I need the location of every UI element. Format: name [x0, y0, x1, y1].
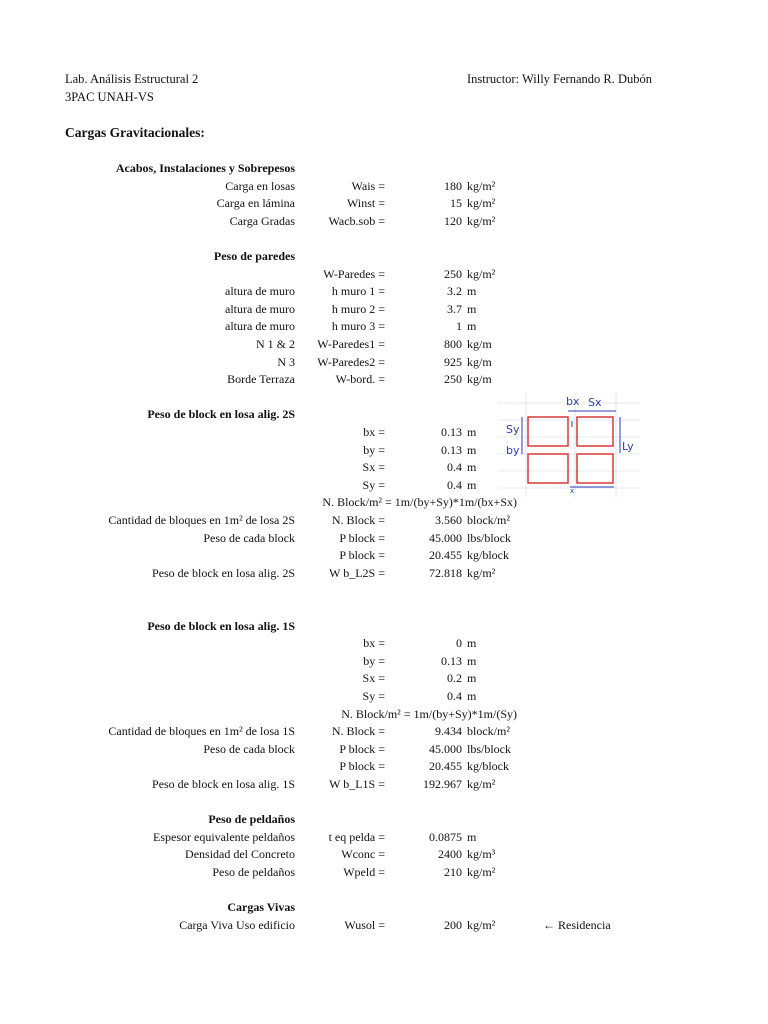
row-symbol: P block =	[339, 548, 385, 563]
row-label: Cantidad de bloques en 1m² de losa 2S	[108, 513, 295, 527]
row-symbol: by =	[363, 653, 385, 668]
row-unit: kg/m²	[467, 565, 496, 580]
diagram-label-by: by	[506, 444, 520, 457]
row-unit: m	[467, 284, 477, 299]
row-value: 20.455	[429, 759, 462, 774]
section-heading: Cargas Vivas	[227, 900, 295, 915]
row-value: 210	[444, 865, 462, 879]
row-value: 0.4	[447, 689, 462, 703]
row-symbol: bx =	[363, 636, 385, 651]
row-value: 3.7	[447, 301, 462, 316]
row-label: Espesor equivalente peldaños	[153, 829, 295, 844]
row-label: Peso de cada block	[203, 741, 295, 756]
row-label: Borde Terraza	[227, 372, 295, 387]
row-unit: m	[467, 460, 477, 475]
row-symbol: Wusol =	[344, 917, 385, 932]
row-label: Peso de block en losa alig. 2S	[152, 565, 295, 580]
row-label: Peso de peldaños	[212, 865, 295, 879]
row-unit: block/m²	[467, 724, 510, 739]
row-symbol: W b_L1S =	[329, 777, 385, 791]
row-unit: m	[467, 653, 477, 668]
row-unit: m	[467, 689, 477, 703]
diagram-label-sx: Sx	[588, 396, 602, 409]
row-symbol: N. Block =	[331, 724, 385, 739]
row-symbol: Wpeld =	[343, 865, 385, 879]
row-value: 0.2	[447, 671, 462, 686]
row-value: 192.967	[423, 777, 462, 791]
row-symbol: Sy =	[362, 689, 385, 703]
row-unit: m	[467, 425, 477, 439]
section-heading: Peso de peldaños	[208, 812, 295, 827]
row-symbol: W-Paredes1 =	[317, 337, 385, 351]
row-value: 15	[450, 196, 462, 211]
row-value: 3.560	[435, 513, 462, 527]
row-symbol: P block =	[339, 530, 385, 545]
row-label: Cantidad de bloques en 1m² de losa 1S	[108, 724, 295, 739]
row-value: 72.818	[429, 565, 462, 580]
header-period: 3PAC UNAH-VS	[65, 90, 154, 104]
row-label: altura de muro	[225, 301, 295, 316]
diagram-blocks	[528, 417, 613, 483]
formula-text: N. Block/m² = 1m/(by+Sy)*1m/(Sy)	[341, 706, 517, 721]
row-unit: kg/m²	[467, 178, 496, 193]
row-unit: kg/m²	[467, 917, 496, 932]
row-value: 250	[444, 266, 462, 281]
formula-text: N. Block/m² = 1m/(by+Sy)*1m/(bx+Sx)	[322, 495, 517, 510]
row-symbol: Wconc =	[341, 847, 385, 862]
row-unit: kg/m²	[467, 213, 496, 228]
row-unit: kg/m	[467, 337, 492, 351]
row-value: 0.13	[441, 442, 462, 457]
row-symbol: W-Paredes2 =	[317, 354, 385, 369]
row-unit: kg/m²	[467, 266, 496, 281]
row-value: 9.434	[435, 724, 462, 739]
row-label: Densidad del Concreto	[185, 847, 295, 862]
row-symbol: P block =	[339, 741, 385, 756]
row-unit: lbs/block	[467, 741, 511, 756]
row-value: 1	[456, 319, 462, 334]
row-unit: kg/m²	[467, 196, 496, 211]
row-symbol: Sx =	[362, 671, 385, 686]
row-value: 0.13	[441, 653, 462, 668]
row-label: Carga Viva Uso edificio	[179, 917, 295, 932]
row-unit: m	[467, 829, 477, 844]
row-unit: kg/m³	[467, 847, 496, 862]
row-value: 45.000	[429, 530, 462, 545]
row-unit: m	[467, 301, 477, 316]
row-label: altura de muro	[225, 319, 295, 334]
row-label: Peso de block en losa alig. 1S	[152, 777, 295, 791]
row-unit: m	[467, 477, 477, 492]
row-symbol: h muro 1 =	[331, 284, 385, 299]
row-symbol: N. Block =	[331, 513, 385, 527]
row-value: 0.13	[441, 425, 462, 439]
row-symbol: bx =	[363, 425, 385, 439]
section-heading: Peso de paredes	[213, 249, 295, 263]
diagram-label-ly: Ly	[622, 440, 634, 453]
row-value: 0.4	[447, 460, 462, 475]
row-value: 925	[444, 354, 462, 369]
diagram-annotations	[522, 411, 620, 487]
row-label: Carga Gradas	[229, 213, 295, 228]
row-value: 120	[444, 213, 462, 228]
row-value: 3.2	[447, 284, 462, 299]
row-unit: kg/m²	[467, 865, 496, 879]
row-value: 0.0875	[429, 829, 462, 844]
row-label: N 3	[277, 354, 295, 369]
section-heading: Acabos, Instalaciones y Sobrepesos	[115, 161, 295, 175]
row-symbol: t eq pelda =	[328, 829, 385, 844]
row-value: 0	[456, 636, 462, 651]
page-title: Cargas Gravitacionales:	[65, 125, 205, 140]
row-unit: m	[467, 319, 477, 334]
row-symbol: Sy =	[362, 477, 385, 492]
diagram-label-sy: Sy	[506, 423, 520, 436]
section-heading: Peso de block en losa alig. 2S	[147, 407, 295, 422]
row-symbol: h muro 2 =	[331, 301, 385, 316]
row-symbol: Winst =	[347, 196, 385, 211]
section-heading: Peso de block en losa alig. 1S	[147, 618, 295, 633]
row-symbol: Sx =	[362, 460, 385, 475]
header-course: Lab. Análisis Estructural 2	[65, 72, 199, 86]
diagram-label-bx: bx	[566, 395, 580, 408]
row-label: N 1 & 2	[256, 337, 295, 351]
row-label: Carga en lámina	[216, 196, 295, 211]
row-symbol: P block =	[339, 759, 385, 774]
row-value: 250	[444, 372, 462, 387]
row-symbol: Wacb.sob =	[328, 213, 385, 228]
row-value: 0.4	[447, 477, 462, 492]
row-symbol: W b_L2S =	[329, 565, 385, 580]
row-unit: block/m²	[467, 513, 510, 527]
diagram-label-lx: x	[570, 487, 575, 495]
row-value: 45.000	[429, 741, 462, 756]
row-value: 200	[444, 917, 462, 932]
row-symbol: Wais =	[351, 178, 385, 193]
row-unit: kg/m²	[467, 777, 496, 791]
row-symbol: W-bord. =	[335, 372, 385, 387]
row-unit: kg/m	[467, 372, 492, 387]
row-unit: kg/block	[467, 759, 509, 774]
row-unit: lbs/block	[467, 530, 511, 545]
row-unit: kg/m	[467, 354, 492, 369]
row-unit: m	[467, 636, 477, 651]
row-value: 20.455	[429, 548, 462, 563]
row-label: Carga en losas	[225, 178, 295, 193]
row-value: 180	[444, 178, 462, 193]
header-instructor: Instructor: Willy Fernando R. Dubón	[467, 72, 653, 86]
row-value: 800	[444, 337, 462, 351]
row-symbol: h muro 3 =	[331, 319, 385, 334]
row-unit: m	[467, 671, 477, 686]
row-symbol: by =	[363, 442, 385, 457]
row-unit: m	[467, 442, 477, 457]
row-symbol: W-Paredes =	[323, 266, 385, 281]
row-label: Peso de cada block	[203, 530, 295, 545]
row-note: ← Residencia	[543, 917, 611, 932]
row-unit: kg/block	[467, 548, 509, 563]
block-spacing-diagram	[498, 393, 640, 497]
row-value: 2400	[438, 847, 462, 862]
row-label: altura de muro	[225, 284, 295, 299]
